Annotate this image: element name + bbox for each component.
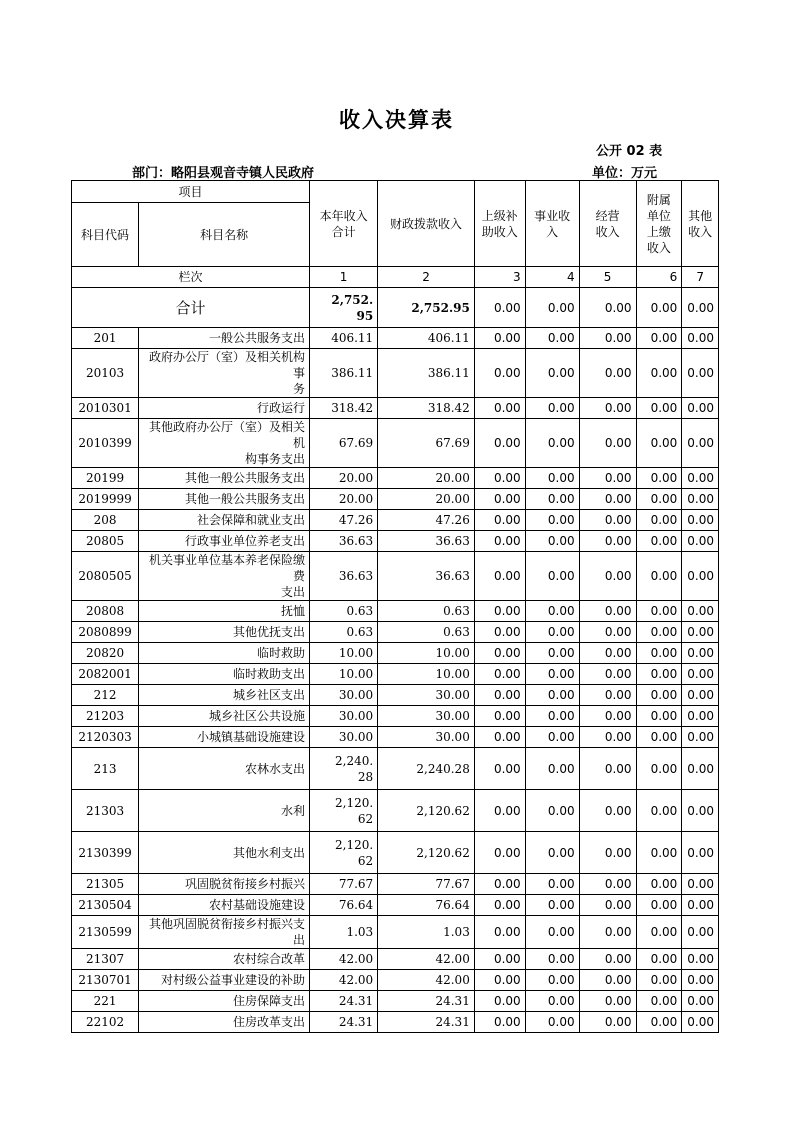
- total-other: 0.00: [682, 288, 719, 328]
- row-career: 0.00: [525, 349, 579, 398]
- row-fiscal: 1.03: [378, 916, 475, 949]
- row-name: 农村综合改革: [139, 949, 310, 970]
- row-career: 0.00: [525, 328, 579, 349]
- table-row: [72, 832, 719, 874]
- row-superior: 0.00: [474, 790, 525, 832]
- header-affiliated: 附属 单位 上缴 收入: [636, 181, 682, 267]
- row-fiscal: 42.00: [378, 949, 475, 970]
- row-career: 0.00: [525, 622, 579, 643]
- row-career: 0.00: [525, 949, 579, 970]
- row-total: 67.69: [310, 419, 378, 468]
- row-code: 201: [72, 328, 139, 349]
- row-fiscal: 406.11: [378, 328, 475, 349]
- header-name: 科目名称: [139, 203, 310, 267]
- row-affiliated: 0.00: [636, 895, 682, 916]
- row-superior: 0.00: [474, 510, 525, 531]
- row-code: 2130599: [72, 916, 139, 949]
- index-number: 5: [579, 267, 636, 288]
- row-other: 0.00: [682, 685, 719, 706]
- row-operating: 0.00: [579, 832, 636, 874]
- row-operating: 0.00: [579, 349, 636, 398]
- row-superior: 0.00: [474, 991, 525, 1012]
- row-fiscal: 20.00: [378, 468, 475, 489]
- row-name: 其他一般公共服务支出: [139, 468, 310, 489]
- row-superior: 0.00: [474, 832, 525, 874]
- row-code: 2080505: [72, 552, 139, 601]
- row-fiscal: 76.64: [378, 895, 475, 916]
- row-operating: 0.00: [579, 790, 636, 832]
- table-row: [72, 874, 719, 895]
- row-career: 0.00: [525, 970, 579, 991]
- row-career: 0.00: [525, 832, 579, 874]
- row-superior: 0.00: [474, 349, 525, 398]
- row-total: 10.00: [310, 664, 378, 685]
- row-affiliated: 0.00: [636, 685, 682, 706]
- row-code: 22102: [72, 1012, 139, 1033]
- table-row: [72, 706, 719, 727]
- row-superior: 0.00: [474, 895, 525, 916]
- row-name: 一般公共服务支出: [139, 328, 310, 349]
- row-operating: 0.00: [579, 468, 636, 489]
- row-code: 2130701: [72, 970, 139, 991]
- row-fiscal: 67.69: [378, 419, 475, 468]
- index-label: 栏次: [72, 267, 310, 288]
- row-career: 0.00: [525, 643, 579, 664]
- table-row: [72, 727, 719, 748]
- row-other: 0.00: [682, 419, 719, 468]
- row-code: 2130504: [72, 895, 139, 916]
- row-fiscal: 30.00: [378, 706, 475, 727]
- row-total: 318.42: [310, 398, 378, 419]
- row-code: 2080899: [72, 622, 139, 643]
- row-other: 0.00: [682, 510, 719, 531]
- row-name: 其他政府办公厅（室）及相关机 构事务支出: [139, 419, 310, 468]
- row-other: 0.00: [682, 643, 719, 664]
- header-career: 事业收 入: [525, 181, 579, 267]
- row-affiliated: 0.00: [636, 970, 682, 991]
- table-row: [72, 489, 719, 510]
- row-superior: 0.00: [474, 748, 525, 790]
- row-operating: 0.00: [579, 664, 636, 685]
- row-total: 0.63: [310, 601, 378, 622]
- row-name: 临时救助: [139, 643, 310, 664]
- row-name: 水利: [139, 790, 310, 832]
- table-row: [72, 328, 719, 349]
- row-affiliated: 0.00: [636, 916, 682, 949]
- row-code: 21203: [72, 706, 139, 727]
- row-operating: 0.00: [579, 510, 636, 531]
- table-row: [72, 510, 719, 531]
- row-career: 0.00: [525, 874, 579, 895]
- department-label: 部门：略阳县观音寺镇人民政府: [132, 166, 315, 181]
- header-other: 其他 收入: [682, 181, 719, 267]
- row-career: 0.00: [525, 601, 579, 622]
- row-total: 24.31: [310, 991, 378, 1012]
- header-code: 科目代码: [72, 203, 139, 267]
- row-career: 0.00: [525, 664, 579, 685]
- table-row: [72, 419, 719, 468]
- row-total: 42.00: [310, 970, 378, 991]
- row-name: 政府办公厅（室）及相关机构事 务: [139, 349, 310, 398]
- index-number: 6: [636, 267, 682, 288]
- row-superior: 0.00: [474, 328, 525, 349]
- row-total: 30.00: [310, 706, 378, 727]
- row-other: 0.00: [682, 664, 719, 685]
- row-name: 住房保障支出: [139, 991, 310, 1012]
- row-other: 0.00: [682, 727, 719, 748]
- total-superior: 0.00: [474, 288, 525, 328]
- row-career: 0.00: [525, 790, 579, 832]
- row-other: 0.00: [682, 398, 719, 419]
- row-operating: 0.00: [579, 1012, 636, 1033]
- row-name: 临时救助支出: [139, 664, 310, 685]
- row-other: 0.00: [682, 622, 719, 643]
- row-code: 2082001: [72, 664, 139, 685]
- total-fiscal: 2,752.95: [378, 288, 475, 328]
- row-affiliated: 0.00: [636, 832, 682, 874]
- row-career: 0.00: [525, 531, 579, 552]
- table-row: [72, 748, 719, 790]
- row-total: 10.00: [310, 643, 378, 664]
- row-career: 0.00: [525, 748, 579, 790]
- row-name: 行政运行: [139, 398, 310, 419]
- row-fiscal: 36.63: [378, 552, 475, 601]
- row-name: 其他一般公共服务支出: [139, 489, 310, 510]
- row-total: 36.63: [310, 552, 378, 601]
- index-number: 7: [682, 267, 719, 288]
- row-fiscal: 0.63: [378, 601, 475, 622]
- row-name: 城乡社区公共设施: [139, 706, 310, 727]
- row-career: 0.00: [525, 510, 579, 531]
- row-other: 0.00: [682, 916, 719, 949]
- row-career: 0.00: [525, 916, 579, 949]
- row-total: 2,120. 62: [310, 790, 378, 832]
- row-superior: 0.00: [474, 419, 525, 468]
- table-row: [72, 790, 719, 832]
- row-superior: 0.00: [474, 1012, 525, 1033]
- row-affiliated: 0.00: [636, 790, 682, 832]
- row-affiliated: 0.00: [636, 643, 682, 664]
- row-superior: 0.00: [474, 601, 525, 622]
- row-affiliated: 0.00: [636, 622, 682, 643]
- row-fiscal: 30.00: [378, 685, 475, 706]
- row-total: 47.26: [310, 510, 378, 531]
- row-fiscal: 318.42: [378, 398, 475, 419]
- row-fiscal: 10.00: [378, 643, 475, 664]
- row-name: 城乡社区支出: [139, 685, 310, 706]
- unit-label: 单位：万元: [592, 166, 658, 181]
- row-total: 42.00: [310, 949, 378, 970]
- row-name: 其他巩固脱贫衔接乡村振兴支出: [139, 916, 310, 949]
- row-total: 2,240. 28: [310, 748, 378, 790]
- table-row: [72, 552, 719, 601]
- row-superior: 0.00: [474, 916, 525, 949]
- row-operating: 0.00: [579, 328, 636, 349]
- row-fiscal: 47.26: [378, 510, 475, 531]
- row-career: 0.00: [525, 468, 579, 489]
- index-number: 4: [525, 267, 579, 288]
- row-operating: 0.00: [579, 727, 636, 748]
- row-affiliated: 0.00: [636, 874, 682, 895]
- row-affiliated: 0.00: [636, 706, 682, 727]
- row-fiscal: 10.00: [378, 664, 475, 685]
- row-affiliated: 0.00: [636, 601, 682, 622]
- row-fiscal: 386.11: [378, 349, 475, 398]
- row-code: 2019999: [72, 489, 139, 510]
- row-superior: 0.00: [474, 622, 525, 643]
- row-affiliated: 0.00: [636, 748, 682, 790]
- row-code: 21307: [72, 949, 139, 970]
- total-amount: 2,752. 95: [310, 288, 378, 328]
- row-career: 0.00: [525, 727, 579, 748]
- page-title: 收入决算表: [339, 108, 454, 132]
- row-code: 221: [72, 991, 139, 1012]
- row-name: 其他优抚支出: [139, 622, 310, 643]
- row-code: 2130399: [72, 832, 139, 874]
- table-row: [72, 622, 719, 643]
- row-affiliated: 0.00: [636, 468, 682, 489]
- row-name: 其他水利支出: [139, 832, 310, 874]
- row-name: 小城镇基础设施建设: [139, 727, 310, 748]
- row-operating: 0.00: [579, 895, 636, 916]
- row-affiliated: 0.00: [636, 991, 682, 1012]
- row-name: 机关事业单位基本养老保险缴费 支出: [139, 552, 310, 601]
- index-number: 1: [310, 267, 378, 288]
- row-code: 20808: [72, 601, 139, 622]
- row-name: 农林水支出: [139, 748, 310, 790]
- row-name: 行政事业单位养老支出: [139, 531, 310, 552]
- row-other: 0.00: [682, 489, 719, 510]
- row-other: 0.00: [682, 706, 719, 727]
- row-operating: 0.00: [579, 970, 636, 991]
- row-fiscal: 30.00: [378, 727, 475, 748]
- header-fiscal: 财政拨款收入: [378, 181, 475, 267]
- total-career: 0.00: [525, 288, 579, 328]
- row-operating: 0.00: [579, 601, 636, 622]
- row-operating: 0.00: [579, 991, 636, 1012]
- row-operating: 0.00: [579, 916, 636, 949]
- header-operating: 经营 收入: [579, 181, 636, 267]
- row-name: 农村基础设施建设: [139, 895, 310, 916]
- row-fiscal: 24.31: [378, 1012, 475, 1033]
- row-career: 0.00: [525, 895, 579, 916]
- row-career: 0.00: [525, 1012, 579, 1033]
- row-other: 0.00: [682, 991, 719, 1012]
- row-other: 0.00: [682, 949, 719, 970]
- header-item: 项目: [72, 181, 310, 203]
- row-career: 0.00: [525, 552, 579, 601]
- row-affiliated: 0.00: [636, 510, 682, 531]
- total-operating: 0.00: [579, 288, 636, 328]
- row-fiscal: 2,120.62: [378, 832, 475, 874]
- row-career: 0.00: [525, 419, 579, 468]
- row-affiliated: 0.00: [636, 727, 682, 748]
- row-fiscal: 36.63: [378, 531, 475, 552]
- row-fiscal: 77.67: [378, 874, 475, 895]
- table-row: [72, 349, 719, 398]
- row-fiscal: 2,120.62: [378, 790, 475, 832]
- row-career: 0.00: [525, 685, 579, 706]
- row-career: 0.00: [525, 398, 579, 419]
- row-other: 0.00: [682, 970, 719, 991]
- row-affiliated: 0.00: [636, 949, 682, 970]
- row-superior: 0.00: [474, 489, 525, 510]
- row-code: 212: [72, 685, 139, 706]
- row-name: 巩固脱贫衔接乡村振兴: [139, 874, 310, 895]
- row-operating: 0.00: [579, 398, 636, 419]
- row-operating: 0.00: [579, 531, 636, 552]
- table-row: [72, 895, 719, 916]
- row-career: 0.00: [525, 489, 579, 510]
- row-total: 30.00: [310, 685, 378, 706]
- table-row: [72, 398, 719, 419]
- row-superior: 0.00: [474, 531, 525, 552]
- row-operating: 0.00: [579, 489, 636, 510]
- table-body: [72, 328, 719, 1033]
- row-other: 0.00: [682, 790, 719, 832]
- row-name: 社会保障和就业支出: [139, 510, 310, 531]
- row-code: 20820: [72, 643, 139, 664]
- row-affiliated: 0.00: [636, 552, 682, 601]
- row-operating: 0.00: [579, 949, 636, 970]
- row-total: 30.00: [310, 727, 378, 748]
- row-other: 0.00: [682, 328, 719, 349]
- form-number: 公开 02 表: [596, 144, 663, 159]
- row-code: 20805: [72, 531, 139, 552]
- row-operating: 0.00: [579, 622, 636, 643]
- table-row: [72, 664, 719, 685]
- row-affiliated: 0.00: [636, 398, 682, 419]
- row-code: 21305: [72, 874, 139, 895]
- row-other: 0.00: [682, 468, 719, 489]
- row-other: 0.00: [682, 531, 719, 552]
- row-total: 2,120. 62: [310, 832, 378, 874]
- header-superior: 上级补 助收入: [474, 181, 525, 267]
- table-row: [72, 991, 719, 1012]
- income-table: [71, 180, 719, 1033]
- row-operating: 0.00: [579, 874, 636, 895]
- table-row: [72, 949, 719, 970]
- row-superior: 0.00: [474, 727, 525, 748]
- row-name: 对村级公益事业建设的补助: [139, 970, 310, 991]
- row-superior: 0.00: [474, 685, 525, 706]
- row-other: 0.00: [682, 349, 719, 398]
- row-superior: 0.00: [474, 706, 525, 727]
- row-career: 0.00: [525, 706, 579, 727]
- table-row: [72, 531, 719, 552]
- row-operating: 0.00: [579, 643, 636, 664]
- row-operating: 0.00: [579, 748, 636, 790]
- row-total: 36.63: [310, 531, 378, 552]
- row-code: 2010301: [72, 398, 139, 419]
- row-code: 213: [72, 748, 139, 790]
- row-code: 2010399: [72, 419, 139, 468]
- total-label: 合计: [72, 288, 310, 328]
- table-row: [72, 685, 719, 706]
- row-other: 0.00: [682, 874, 719, 895]
- row-fiscal: 20.00: [378, 489, 475, 510]
- row-fiscal: 2,240.28: [378, 748, 475, 790]
- row-other: 0.00: [682, 895, 719, 916]
- row-operating: 0.00: [579, 706, 636, 727]
- row-fiscal: 42.00: [378, 970, 475, 991]
- row-code: 2120303: [72, 727, 139, 748]
- row-operating: 0.00: [579, 552, 636, 601]
- table-row: [72, 970, 719, 991]
- row-superior: 0.00: [474, 664, 525, 685]
- row-operating: 0.00: [579, 685, 636, 706]
- row-total: 20.00: [310, 489, 378, 510]
- row-other: 0.00: [682, 552, 719, 601]
- row-name: 住房改革支出: [139, 1012, 310, 1033]
- row-superior: 0.00: [474, 552, 525, 601]
- row-code: 208: [72, 510, 139, 531]
- table-row: [72, 601, 719, 622]
- row-name: 抚恤: [139, 601, 310, 622]
- row-total: 1.03: [310, 916, 378, 949]
- row-superior: 0.00: [474, 874, 525, 895]
- row-other: 0.00: [682, 1012, 719, 1033]
- table-row: [72, 1012, 719, 1033]
- row-affiliated: 0.00: [636, 664, 682, 685]
- table-row: [72, 643, 719, 664]
- row-total: 20.00: [310, 468, 378, 489]
- row-fiscal: 0.63: [378, 622, 475, 643]
- row-other: 0.00: [682, 832, 719, 874]
- index-number: 3: [474, 267, 525, 288]
- row-affiliated: 0.00: [636, 1012, 682, 1033]
- row-affiliated: 0.00: [636, 349, 682, 398]
- row-other: 0.00: [682, 601, 719, 622]
- row-affiliated: 0.00: [636, 531, 682, 552]
- row-code: 20199: [72, 468, 139, 489]
- total-affiliated: 0.00: [636, 288, 682, 328]
- row-fiscal: 24.31: [378, 991, 475, 1012]
- row-total: 77.67: [310, 874, 378, 895]
- row-affiliated: 0.00: [636, 419, 682, 468]
- row-superior: 0.00: [474, 398, 525, 419]
- row-code: 21303: [72, 790, 139, 832]
- row-operating: 0.00: [579, 419, 636, 468]
- row-total: 76.64: [310, 895, 378, 916]
- row-superior: 0.00: [474, 468, 525, 489]
- row-affiliated: 0.00: [636, 489, 682, 510]
- row-total: 386.11: [310, 349, 378, 398]
- row-code: 20103: [72, 349, 139, 398]
- row-superior: 0.00: [474, 643, 525, 664]
- row-affiliated: 0.00: [636, 328, 682, 349]
- row-superior: 0.00: [474, 949, 525, 970]
- row-superior: 0.00: [474, 970, 525, 991]
- row-total: 0.63: [310, 622, 378, 643]
- table-row: [72, 916, 719, 949]
- header-total: 本年收入 合计: [310, 181, 378, 267]
- table-row: [72, 468, 719, 489]
- row-total: 406.11: [310, 328, 378, 349]
- index-number: 2: [378, 267, 475, 288]
- row-total: 24.31: [310, 1012, 378, 1033]
- row-career: 0.00: [525, 991, 579, 1012]
- row-other: 0.00: [682, 748, 719, 790]
